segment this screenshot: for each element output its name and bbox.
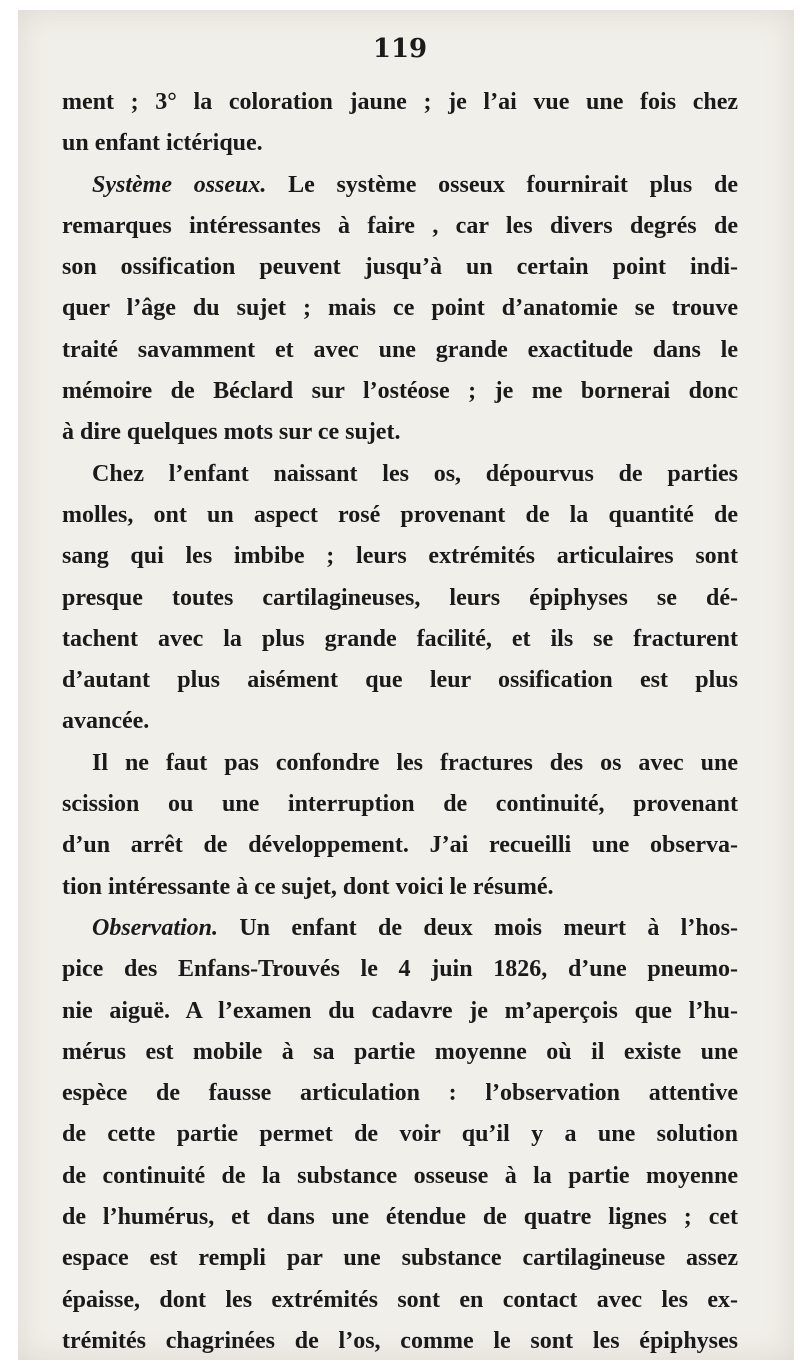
section-heading-systeme-osseux: Système osseux.	[92, 171, 267, 198]
paragraph-5	[62, 908, 738, 1362]
text-line: ment ; 3° la coloration jaune ; je l’ai vue une fois chez	[62, 89, 738, 115]
text-line	[62, 165, 738, 206]
text-line: sang qui les imbibe ; leurs extrémités articulaires sont	[62, 543, 738, 570]
text-line: presque toutes cartilagineuses, leurs épiphyses se dé-	[62, 584, 738, 611]
text-fragment: Le système osseux fournirait plus de	[266, 171, 738, 198]
page-number: 119	[372, 34, 428, 64]
body-text	[62, 82, 738, 1362]
text-line: de l’humérus, et dans une étendue de quatre lignes ; cet	[62, 1204, 738, 1231]
text-line: d’un arrêt de développement. J’ai recueilli une observa-	[62, 832, 738, 859]
text-line: trémités chagrinées de l’os, comme le sont les épiphyses	[62, 1327, 738, 1354]
text-line: son ossification peuvent jusqu’à un certain point indi-	[62, 254, 738, 281]
text-line: un enfant ictérique.	[62, 130, 263, 157]
text-line: espèce de fausse articulation : l’observation attentive	[62, 1080, 738, 1107]
text-fragment: Un enfant de deux mois meurt à l’hos-	[218, 914, 738, 941]
text-line: de continuité de la substance osseuse à la partie moyenne	[62, 1162, 738, 1189]
text-line: tachent avec la plus grande facilité, et ils se fracturent	[62, 625, 738, 652]
text-line: épaisse, dont les extrémités sont en contact avec les ex-	[62, 1286, 738, 1313]
text-line: scission ou une interruption de continuité, provenant	[62, 791, 738, 818]
text-line: de cette partie permet de voir qu’il y a une solution	[62, 1121, 738, 1148]
text-line: Chez l’enfant naissant les os, dépourvus de parties	[92, 460, 738, 487]
text-line: Il ne faut pas confondre les fractures des os avec une	[92, 749, 738, 776]
text-line: nie aiguë. A l’examen du cadavre je m’aperçois que l’hu-	[62, 997, 738, 1024]
paragraph-2	[62, 165, 738, 454]
text-line: avancée.	[62, 708, 150, 735]
text-line: molles, ont un aspect rosé provenant de la quantité de	[62, 501, 738, 528]
section-heading-observation: Observation.	[92, 914, 218, 941]
text-line: mérus est mobile à sa partie moyenne où il existe une	[62, 1038, 738, 1065]
text-line: d’autant plus aisément que leur ossification est plus	[62, 667, 738, 694]
text-line: mémoire de Béclard sur l’ostéose ; je me bornerai donc	[62, 378, 738, 405]
text-line: espace est rempli par une substance cartilagineuse assez	[62, 1245, 738, 1272]
text-line: traité savamment et avec une grande exactitude dans le	[62, 336, 738, 363]
text-line: remarques intéressantes à faire , car les divers degrés de	[62, 212, 738, 239]
text-line: quer l’âge du sujet ; mais ce point d’anatomie se trouve	[62, 295, 738, 322]
text-line: pice des Enfans-Trouvés le 4 juin 1826, d’une pneumo-	[62, 956, 738, 983]
paragraph-1	[62, 82, 738, 165]
paragraph-4	[62, 743, 738, 908]
paragraph-3	[62, 454, 738, 743]
text-line: à dire quelques mots sur ce sujet.	[62, 419, 401, 446]
text-line	[62, 908, 738, 949]
text-line: tion intéressante à ce sujet, dont voici le résumé.	[62, 873, 554, 900]
